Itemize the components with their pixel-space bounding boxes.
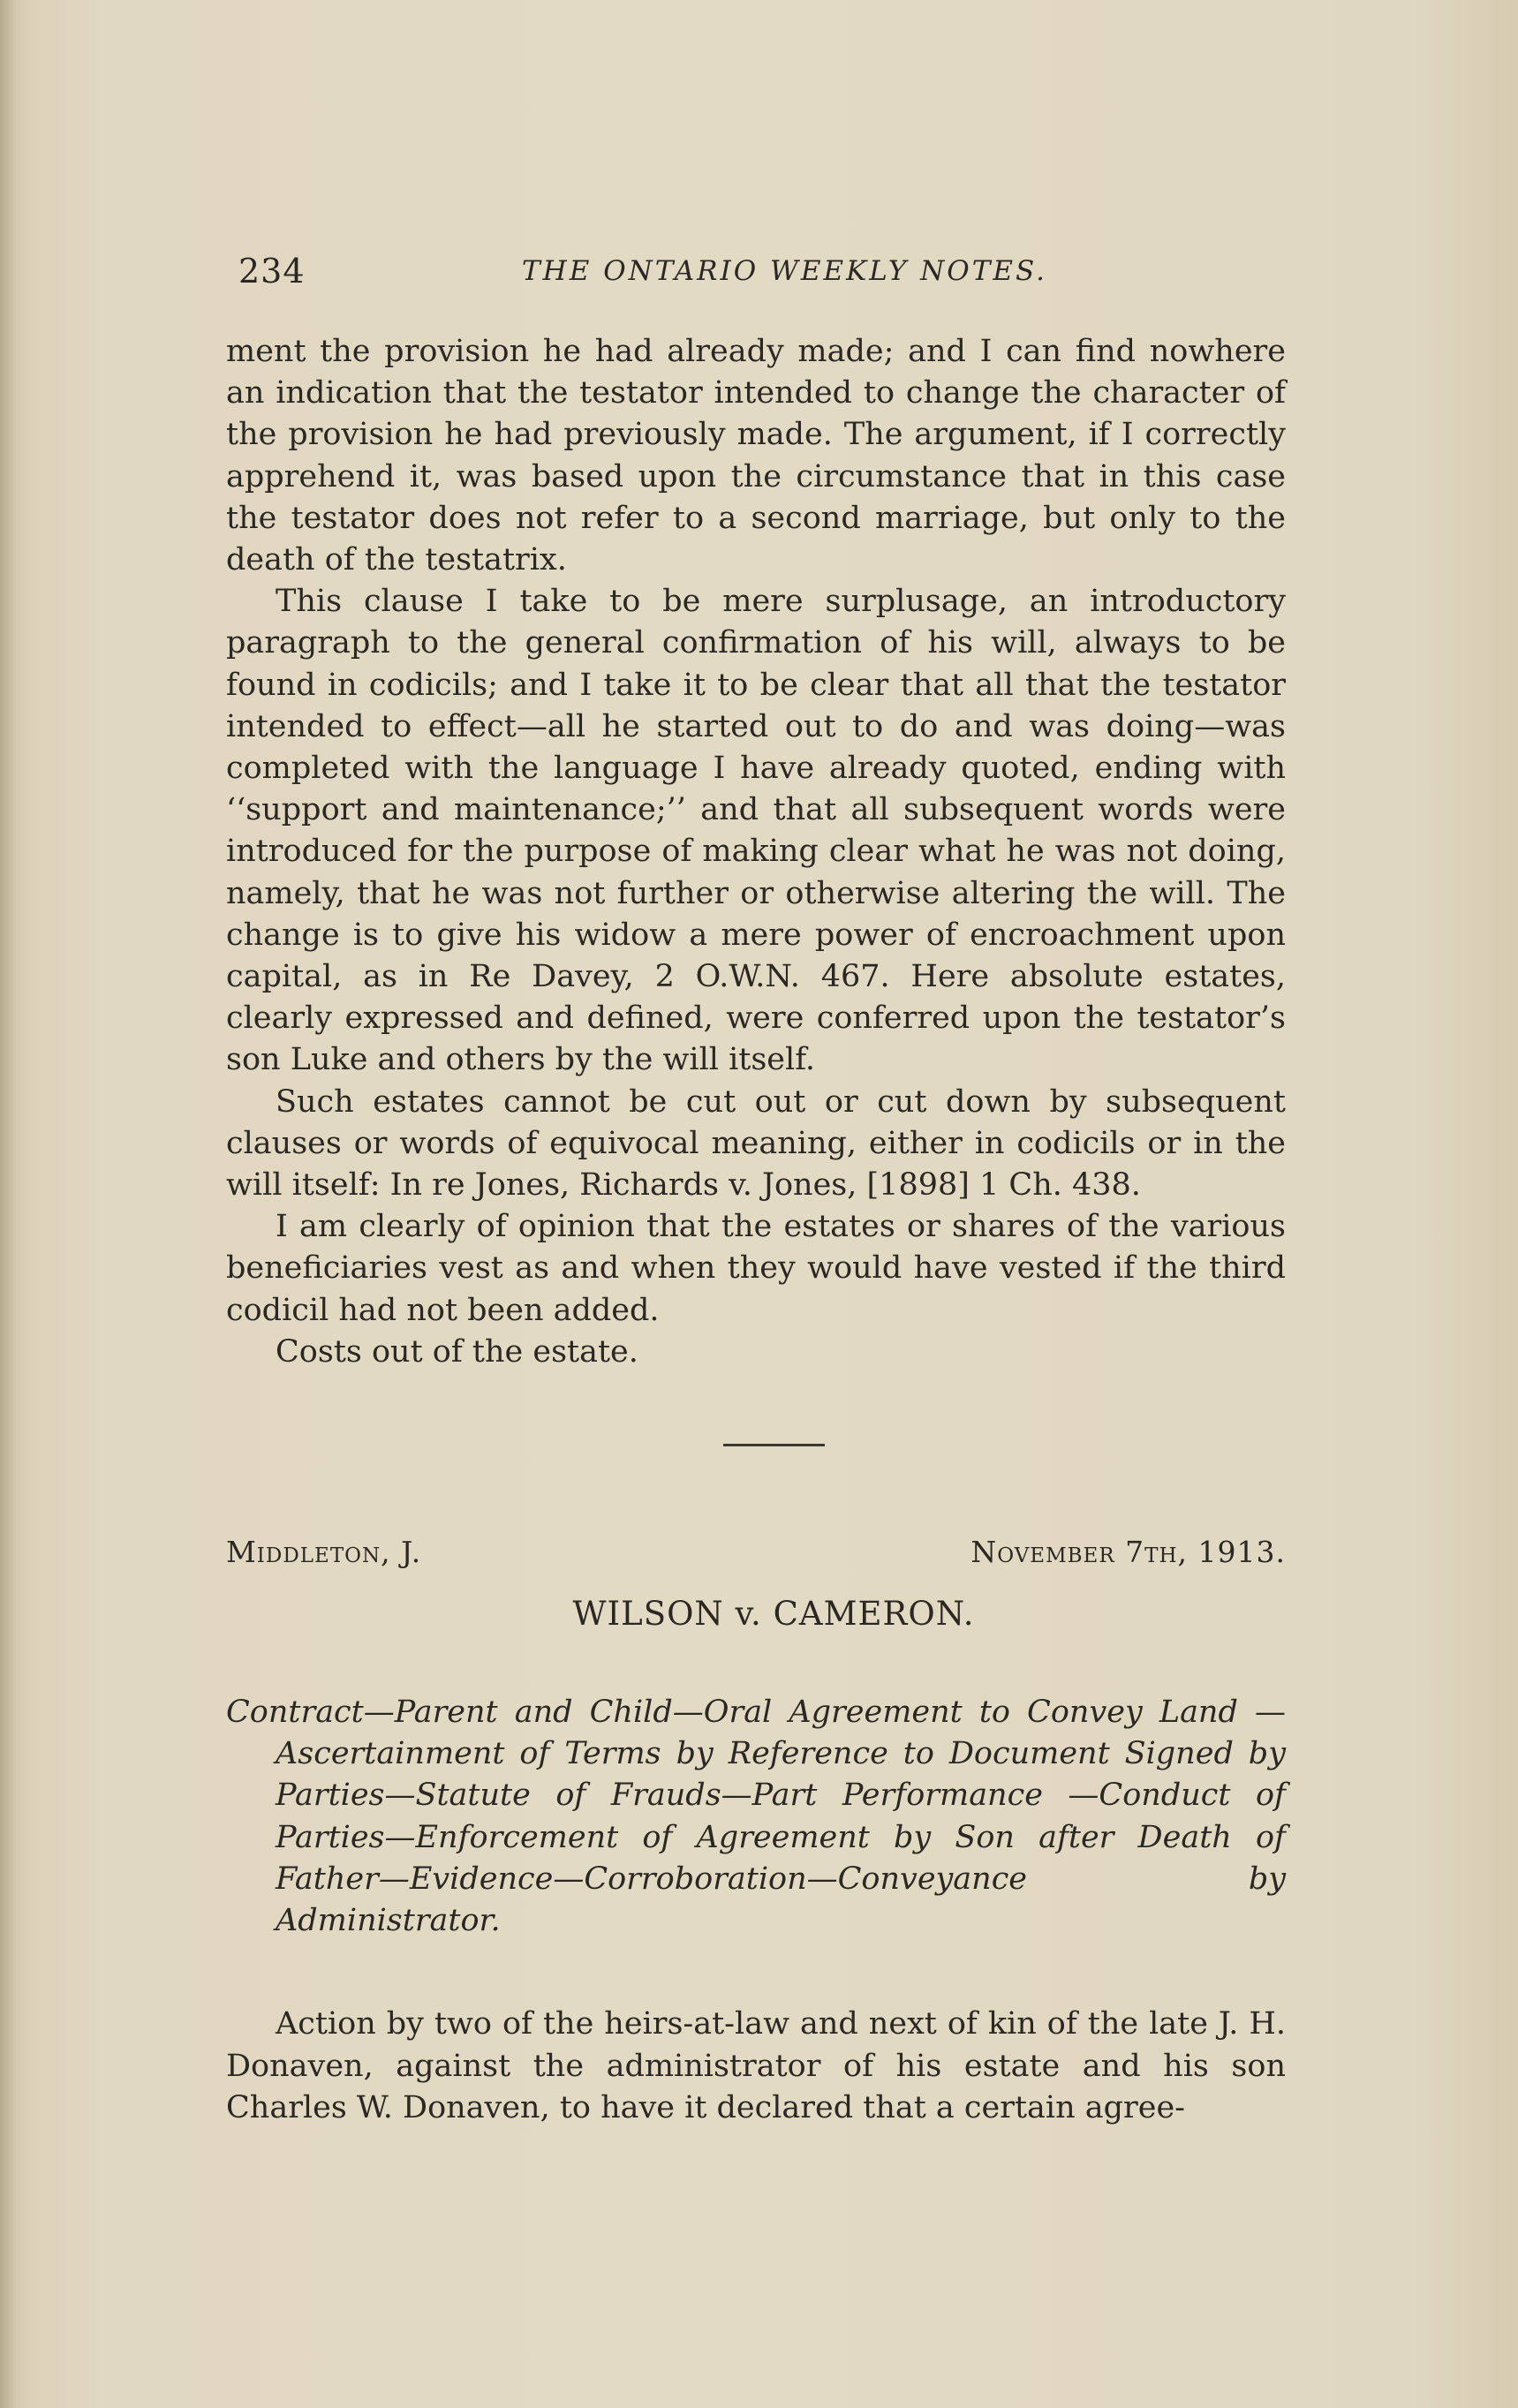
action-paragraph: Action by two of the heirs-at-law and next of kin of the late J. H. Donaven, against the administrator of his estate and his son Charles W. Donaven, to have it declared that a certain agree-	[226, 2006, 1286, 2125]
paragraph: Such estates cannot be cut out or cut down by subsequent clauses or words of equivocal meaning, either in codicils or in the will itself: In re Jones, Richards v. Jones, [1898] 1 Ch. 438.	[226, 1083, 1286, 1204]
paragraph: Costs out of the estate.	[276, 1333, 638, 1370]
judgment-date: November 7th, 1913.	[970, 1535, 1286, 1570]
running-header	[226, 252, 1286, 305]
judge-name: Middleton, J.	[226, 1535, 422, 1570]
case-headnote: Contract—Parent and Child—Oral Agreement to Convey Land —Ascertainment of Terms by Reference to Document Signed by Parties—Statute of Frauds—Part Performance —Conduct of Parties—Enforcement of Agreement by Son after Death of Father—Evidence—Corroboration—Conveyance by Administrator.	[226, 1695, 1286, 1939]
section-divider	[723, 1444, 825, 1446]
judgment-text	[226, 331, 1286, 1373]
page-edge-shadow	[0, 0, 16, 2408]
page-content	[226, 252, 1286, 2129]
page-number: 234	[238, 252, 306, 291]
paragraph: I am clearly of opinion that the estates or shares of the various beneficiaries vest as and when they would have vested if the third codicil had not been added.	[226, 1209, 1286, 1328]
paragraph: This clause I take to be mere surplusage, an introductory paragraph to the general confirmation of his will, always to be found in codicils; and I take it to be clear that all that the testator intended to effect—all he started out to do and was doing—was completed with the language I have already quoted, ending with ‘‘support and maintenance;’’ and that all subsequent words were introduced for the purpose of making clear what he was not doing, namely, that he was not further or otherwise altering the will. The change is to give his widow a mere power of encroachment upon capital, as in Re Davey, 2 O.W.N. 467. Here absolute estates, clearly expressed and defined, were conferred upon the testator’s son Luke and others by the will itself.	[226, 584, 1286, 1078]
paragraph: ment the provision he had already made; and I can find nowhere an indication that the testator intended to change the character of the provision he had previously made. The argument, if I correctly apprehend it, was based upon the circumstance that in this case the testator does not refer to a second marriage, but only to the death of the testatrix.	[226, 334, 1286, 578]
case-title: WILSON v. CAMERON.	[572, 1595, 975, 1634]
journal-title: THE ONTARIO WEEKLY NOTES.	[522, 255, 1047, 287]
case-header	[226, 1535, 1286, 1579]
